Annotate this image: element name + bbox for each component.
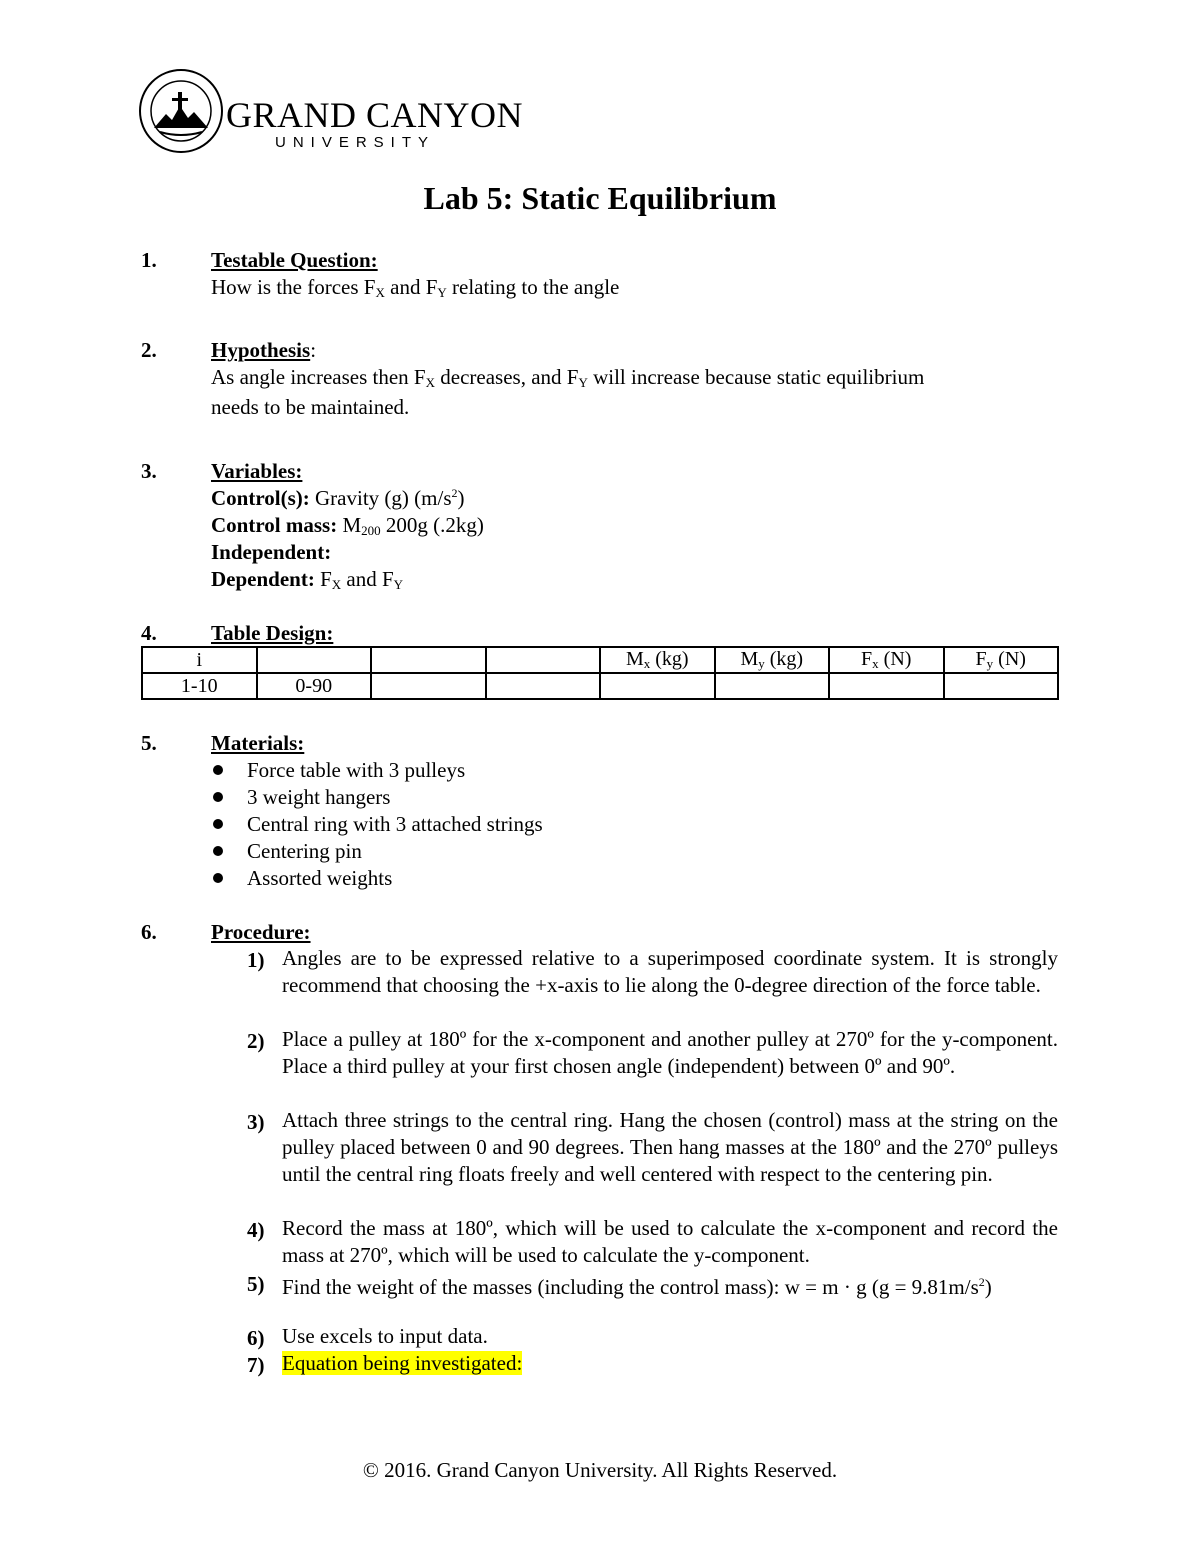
table-header-cell xyxy=(257,647,372,673)
control-variable: Control(s): Gravity (g) $(m/s^2)$ xyxy=(211,486,465,510)
table-header-cell: i xyxy=(142,647,257,673)
control-mass: Control mass: $M_{200}$ 200g (.2kg) xyxy=(211,513,484,538)
section-3-number: 3. xyxy=(141,459,157,483)
table-row xyxy=(142,673,1058,699)
material-item: Assorted weights xyxy=(247,866,393,890)
material-item: Force table with 3 pulleys xyxy=(247,758,466,782)
independent-variable: Independent: xyxy=(211,540,332,564)
section-2-number: 2. xyxy=(141,338,157,362)
logo-subtitle: UNIVERSITY xyxy=(275,134,436,151)
table-header-row xyxy=(142,647,1058,673)
material-item: Central ring with 3 attached strings xyxy=(247,812,543,836)
section-4-number: 4. xyxy=(141,621,157,645)
procedure-step: Find the weight of the masses (including the control mass): w = m · g $(g = 9.81m/s^2)$ xyxy=(282,1275,992,1299)
procedure-step xyxy=(282,1350,1058,1377)
table-cell xyxy=(371,673,486,699)
section-5-heading: Materials: xyxy=(211,731,305,755)
section-6-number: 6. xyxy=(141,920,157,944)
section-6-heading: Procedure: xyxy=(211,920,311,944)
document-title: Lab 5: Static Equilibrium xyxy=(423,180,777,216)
section-2-heading: Hypothesis: xyxy=(211,338,317,362)
bullet-icon xyxy=(213,819,223,829)
bullet-icon xyxy=(213,792,223,802)
procedure-step-number: 1) xyxy=(247,948,265,972)
testable-question-text: How is the forces $F_X$ and $F_Y$ relating to the angle xyxy=(211,275,620,300)
table-cell: 1-10 xyxy=(142,673,257,699)
table-header-cell: $F_x$ (N) xyxy=(829,647,944,673)
logo-wordmark: GRAND CANYON xyxy=(226,95,524,135)
table-cell xyxy=(715,673,830,699)
section-4-heading: Table Design: xyxy=(211,621,334,645)
procedure-step: Attach three strings to the central ring. Hang the chosen (control) mass at the string on the pulley placed between 0 and 90 degrees. Then hang masses at the 180º and the 270º pulleys until the central ring floats freely and well centered with respect to the centering pin. xyxy=(282,1108,1058,1186)
procedure-step-number: 5) xyxy=(247,1272,265,1296)
section-1-number: 1. xyxy=(141,248,157,272)
table-cell xyxy=(944,673,1059,699)
procedure-step: Angles are to be expressed relative to a superimposed coordinate system. It is strongly recommend that choosing the +x-axis to lie along the 0-degree direction of the force table. xyxy=(282,946,1058,997)
procedure-step-number: 3) xyxy=(247,1110,265,1134)
hypothesis-text-line-2: needs to be maintained. xyxy=(211,395,410,419)
table-header-cell xyxy=(486,647,601,673)
procedure-step-number: 2) xyxy=(247,1029,265,1053)
section-1-heading: Testable Question: xyxy=(211,248,378,272)
section-3-heading: Variables: xyxy=(211,459,303,483)
table-cell: 0-90 xyxy=(257,673,372,699)
material-item: Centering pin xyxy=(247,839,362,863)
table-cell xyxy=(829,673,944,699)
procedure-step-number: 4) xyxy=(247,1218,265,1242)
bullet-icon xyxy=(213,873,223,883)
table-header-cell: $M_y$ (kg) xyxy=(715,647,830,673)
copyright-footer: © 2016. Grand Canyon University. All Rights Reserved. xyxy=(362,1458,838,1482)
procedure-step: Place a pulley at 180º for the x-component and another pulley at 270º for the y-component. Place a third pulley at your first chosen angle (independent) between 0º and 90º. xyxy=(282,1027,1058,1078)
dependent-variable: Dependent: $F_X$ and $F_Y$ xyxy=(211,567,404,592)
table-header-cell: $M_x$ (kg) xyxy=(600,647,715,673)
table-cell xyxy=(486,673,601,699)
university-seal-icon xyxy=(138,68,224,154)
bullet-icon xyxy=(213,765,223,775)
procedure-step-number: 7) xyxy=(247,1353,265,1377)
section-5-number: 5. xyxy=(141,731,157,755)
table-header-cell: $F_y$ (N) xyxy=(944,647,1059,673)
procedure-step: Use excels to input data. xyxy=(282,1324,488,1348)
table-cell xyxy=(600,673,715,699)
bullet-icon xyxy=(213,846,223,856)
highlighted-equation-prompt: Equation being investigated: xyxy=(282,1351,523,1375)
material-item: 3 weight hangers xyxy=(247,785,391,809)
table-header-cell xyxy=(371,647,486,673)
data-table xyxy=(141,646,1059,700)
procedure-step: Record the mass at 180º, which will be used to calculate the x-component and record the mass at 270º, which will be used to calculate the y-component. xyxy=(282,1216,1058,1267)
hypothesis-text-line-1: As angle increases then $F_X$ decreases, and $F_Y$ will increase because static equilibrium xyxy=(211,365,925,390)
procedure-step-number: 6) xyxy=(247,1326,265,1350)
